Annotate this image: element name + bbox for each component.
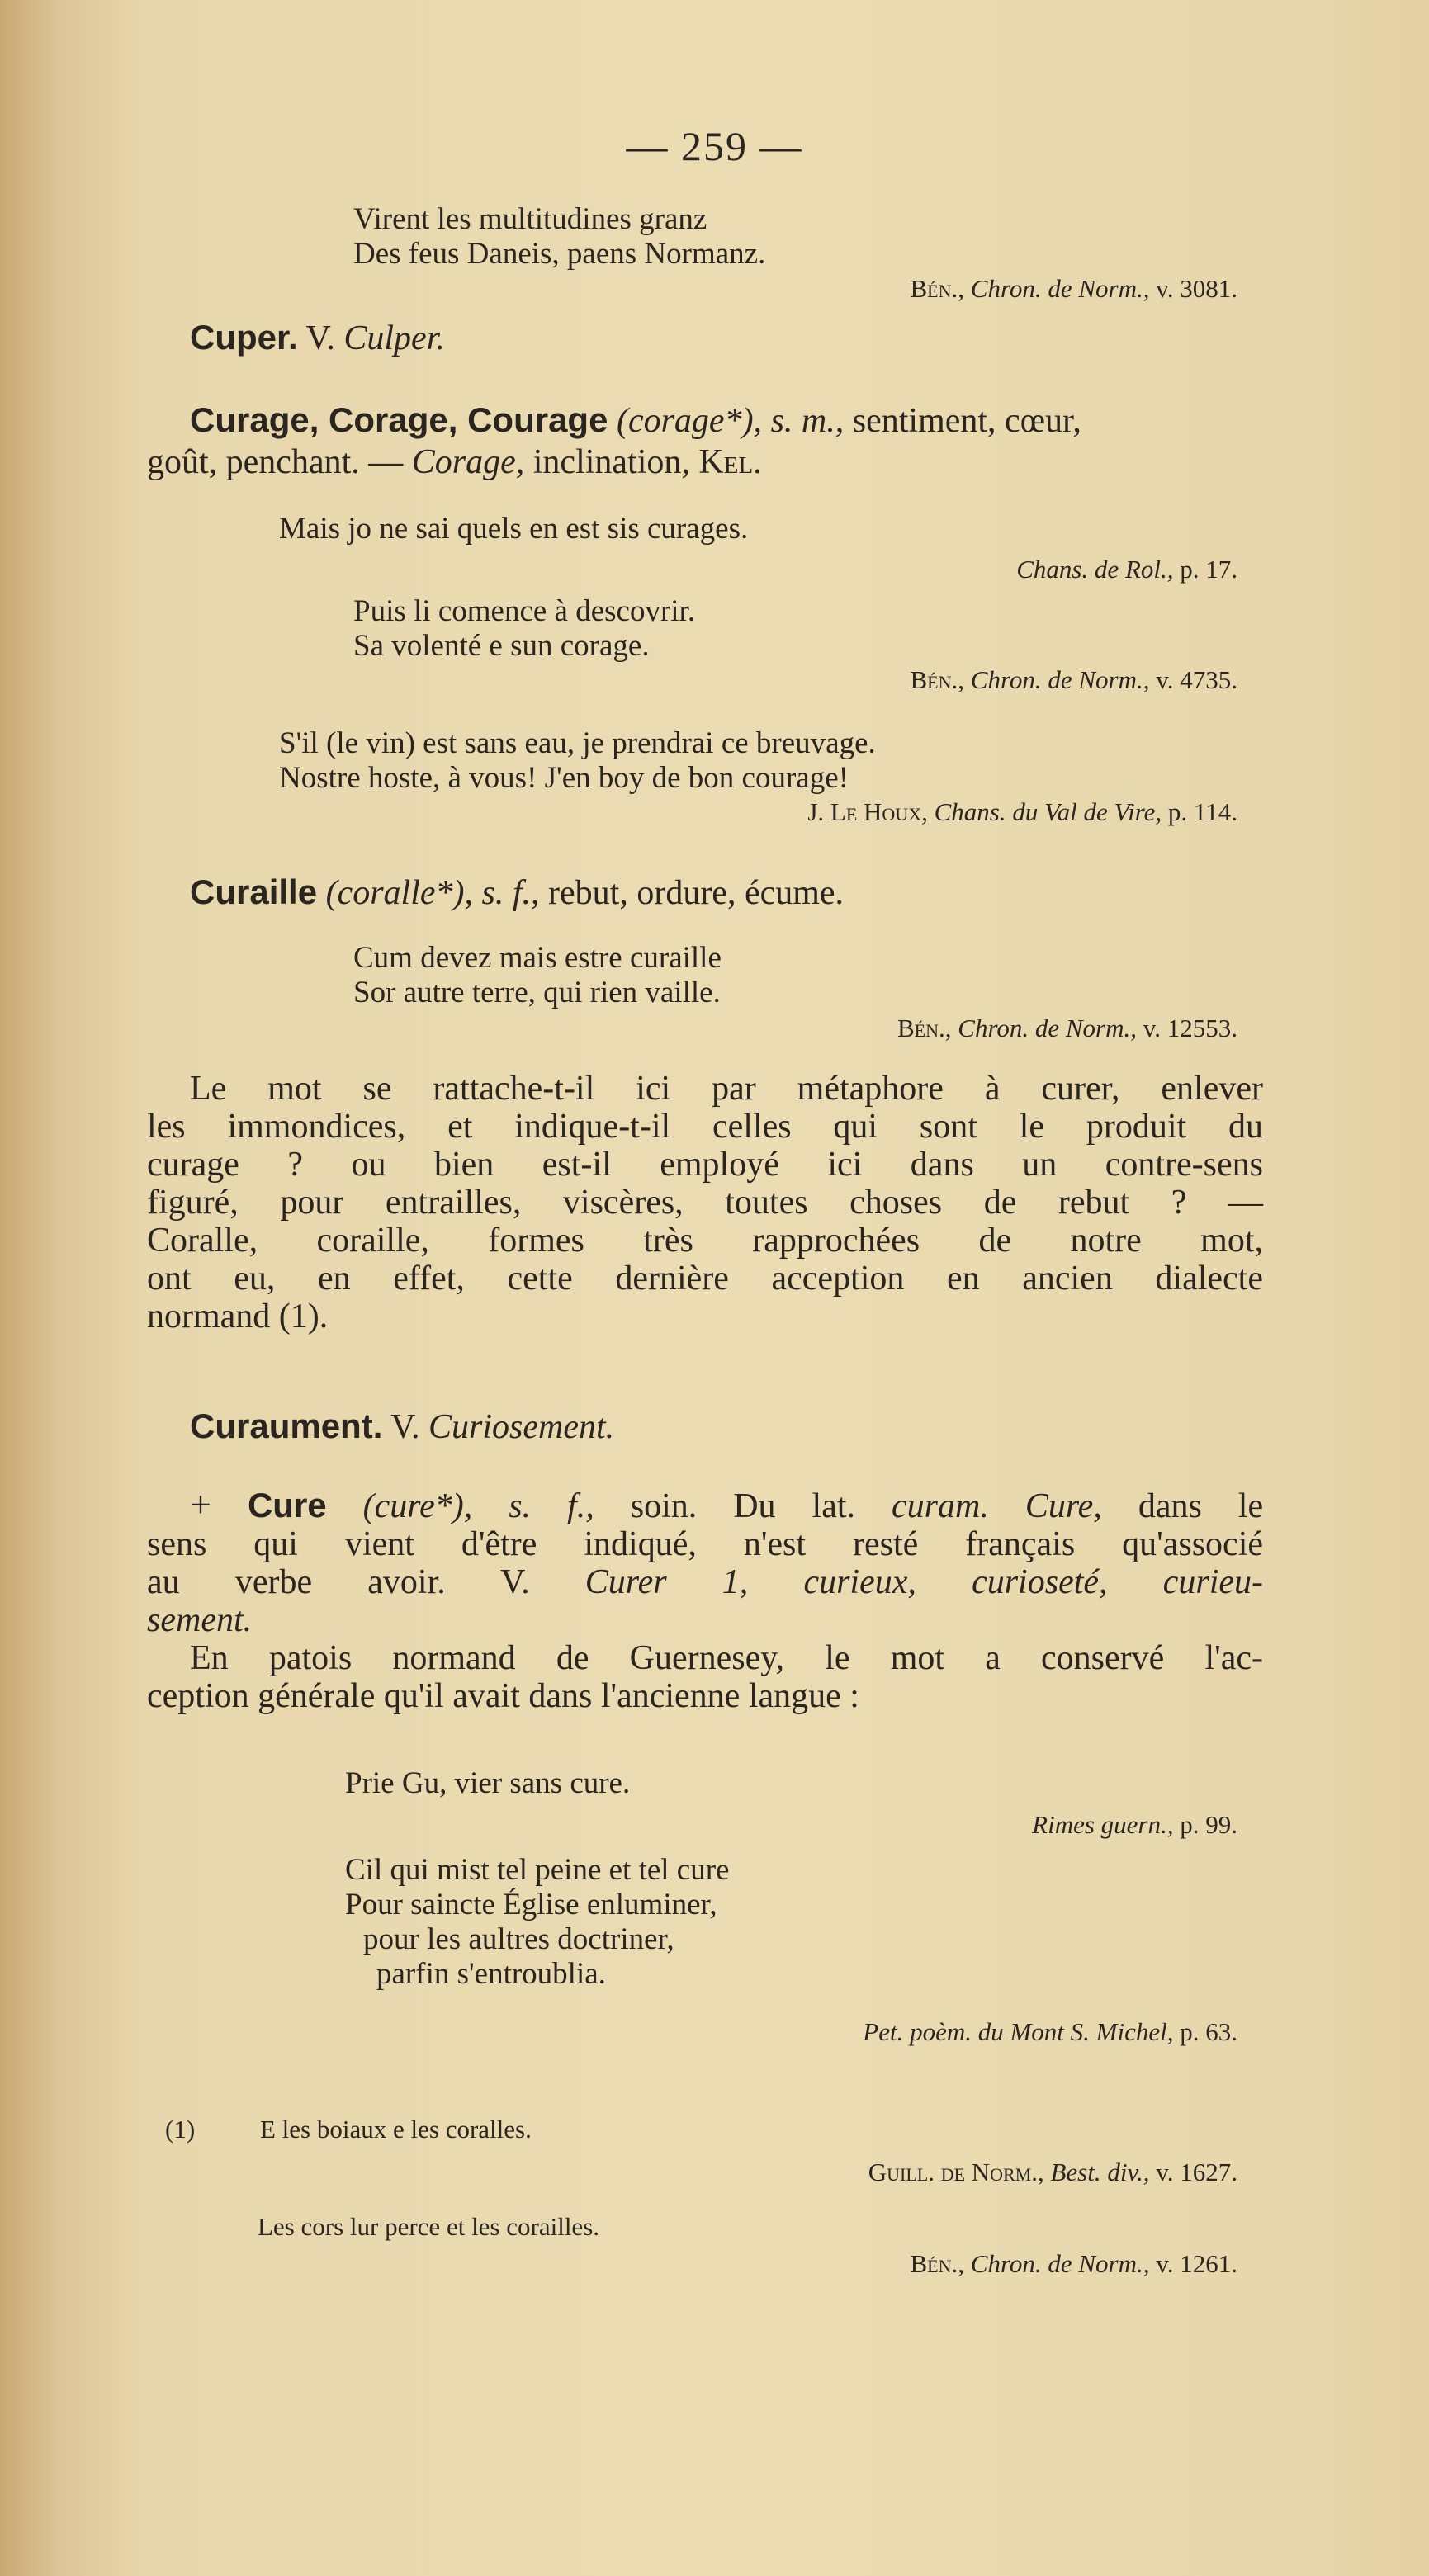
commentary-paragraph: Le mot se rattache-t-il ici par métaphore à curer, enlever les immondices, et indique-t-il celles qui sont le produit du curage ? ou bien est-il employé ici dans un contre-sens figuré, pour entrailles, viscères, toutes choses de rebut ? — Coralle, coraille, formes très rapprochées de notre mot, ont eu, en effet, cette dernière acception en ancien dialecte normand (1). [147,1070,1263,1335]
footnote-citation: Guill. de Norm., Best. div., v. 1627. [868,2158,1237,2186]
footnote-citation: Bén., Chron. de Norm., v. 1261. [910,2249,1237,2278]
headword: Curage, Corage, Courage [190,400,608,439]
cross-reference: Curiosement. [428,1408,615,1446]
verse-quote: Prie Gu, vier sans cure. [345,1766,631,1800]
entry-curaument: Curaument. V. Curiosement. [190,1406,615,1446]
verse-quote: Cum devez mais estre curaille Sor autre terre, qui rien vaille. [353,941,722,1009]
verse-quote: Cil qui mist tel peine et tel cure Pour saincte Église enluminer, pour les aultres doctriner, parfin s'entroublia. [345,1853,730,1991]
verse-quote [353,202,765,272]
headword: Curaument. [190,1406,383,1445]
cross-reference: Culper. [343,319,445,357]
headword: Cure [247,1486,327,1524]
citation: Rimes guern., p. 99. [1032,1810,1237,1839]
verse-line: Des feus Daneis, paens Normanz. [353,237,766,271]
headword: Cuper. [190,318,298,357]
entry-cuper: Cuper. V. Culper. [190,318,445,357]
new-word-marker: + [190,1483,211,1525]
footnote-quote: E les boiaux e les coralles. [260,2115,532,2144]
citation: Bén., Chron. de Norm., v. 12553. [897,1014,1237,1042]
citation: J. Le Houx, Chans. du Val de Vire, p. 114. [807,797,1237,826]
entry-curage-line2: goût, penchant. — Corage, inclination, Kel. [147,443,762,481]
entry-curage: Curage, Corage, Courage (corage*), s. m., sentiment, cœur, [190,400,1081,440]
verse-line: Virent les multitudines granz [353,202,707,236]
entry-curaille: Curaille (coralle*), s. f., rebut, ordure, écume. [190,872,845,912]
footnote-quote: Les cors lur perce et les corailles. [258,2212,600,2241]
verse-quote: Puis li comence à descovrir. Sa volenté e sun corage. [353,594,696,663]
footnote-marker: (1) [165,2115,196,2144]
citation: Pet. poèm. du Mont S. Michel, p. 63. [863,2017,1237,2046]
entry-cure: + Cure (cure*), s. f., soin. Du lat. curam. Cure, dans le sens qui vient d'être indiqué, n'est resté français qu'associé au verbe avoir. V. Curer 1, curieux, curioseté, curieu- sement. En patois normand de Guernesey, le mot a conservé l'ac- ception générale qu'il avait dans l'ancienne langue : [147,1483,1264,1715]
citation: Bén., Chron. de Norm., v. 3081. [910,274,1237,303]
verse-quote: S'il (le vin) est sans eau, je prendrai ce breuvage. Nostre hoste, à vous! J'en boy de bon courage! [279,726,876,795]
citation: Bén., Chron. de Norm., v. 4735. [910,665,1237,694]
headword: Curaille [190,872,318,911]
citation: Chans. de Rol., p. 17. [1016,555,1237,584]
page-number: — 259 — [626,123,803,169]
verse-quote: Mais jo ne sai quels en est sis curages. [279,512,749,546]
